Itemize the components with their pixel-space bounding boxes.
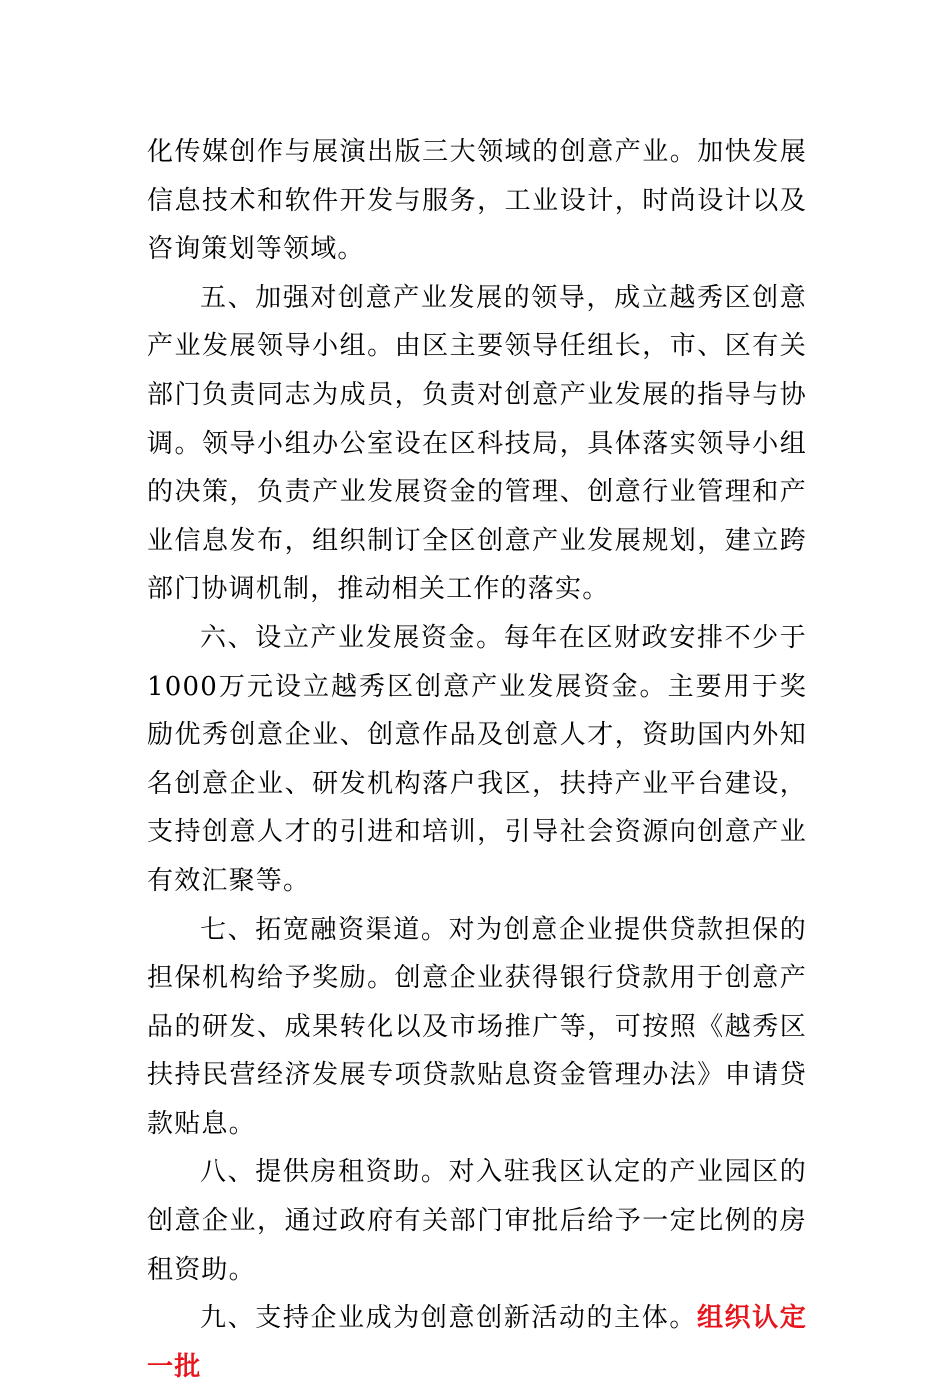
paragraph-item-8: 八、提供房租资助。对入驻我区认定的产业园区的创意企业，通过政府有关部门审批后给予一定比例的房租资助。 <box>147 1157 807 1285</box>
highlighted-text: 组织认定一批 <box>147 1303 807 1382</box>
paragraph-item-9 <box>147 1294 807 1391</box>
document-body <box>147 128 807 1391</box>
paragraph-item-5: 五、加强对创意产业发展的领导，成立越秀区创意产业发展领导小组。由区主要领导任组长，市、区有关部门负责同志为成员，负责对创意产业发展的指导与协调。领导小组办公室设在区科技局，具体落实领导小组的决策，负责产业发展资金的管理、创意行业管理和产业信息发布，组织制订全区创意产业发展规划，建立跨部门协调机制，推动相关工作的落实。 <box>147 282 807 605</box>
paragraph-item-7: 七、拓宽融资渠道。对为创意企业提供贷款担保的担保机构给予奖励。创意企业获得银行贷款用于创意产品的研发、成果转化以及市场推广等，可按照《越秀区扶持民营经济发展专项贷款贴息资金管理办法》申请贷款贴息。 <box>147 914 807 1139</box>
paragraph-item-9-text: 九、支持企业成为创意创新活动的主体。 <box>200 1303 697 1334</box>
paragraph-item-6: 六、设立产业发展资金。每年在区财政安排不少于1000万元设立越秀区创意产业发展资金。主要用于奖励优秀创意企业、创意作品及创意人才，资助国内外知名创意企业、研发机构落户我区，扶持产业平台建设，支持创意人才的引进和培训，引导社会资源向创意产业有效汇聚等。 <box>147 622 807 896</box>
paragraph-continuation: 化传媒创作与展演出版三大领域的创意产业。加快发展信息技术和软件开发与服务，工业设计，时尚设计以及咨询策划等领域。 <box>147 137 807 265</box>
